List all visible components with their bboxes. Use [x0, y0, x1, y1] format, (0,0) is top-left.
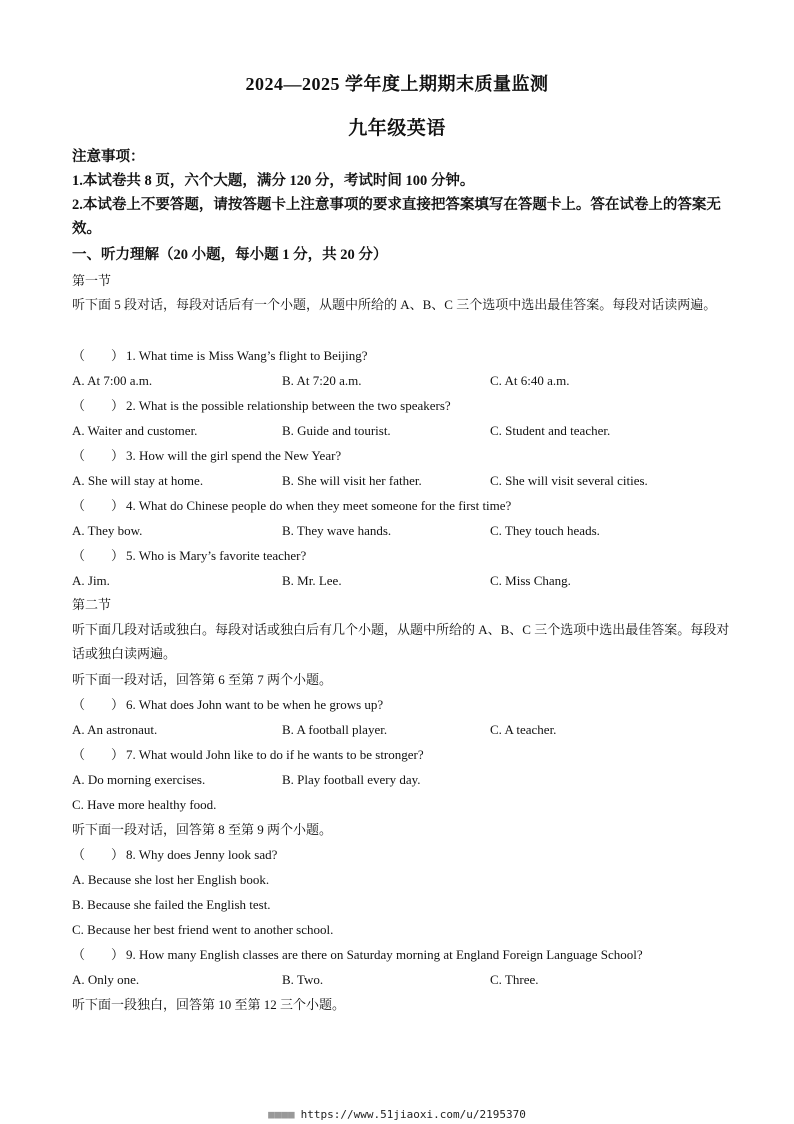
answer-blank[interactable]: （ ） — [72, 947, 125, 962]
option-b: B. Mr. Lee. — [282, 573, 342, 588]
exam-title: 2024—2025 学年度上期期末质量监测 — [245, 74, 549, 94]
question-text: 6. What does John want to be when he grows up? — [126, 697, 384, 712]
option-c: C. She will visit several cities. — [490, 473, 648, 488]
option-a: A. They bow. — [72, 523, 143, 538]
question-text: 3. How will the girl spend the New Year? — [126, 448, 342, 463]
answer-blank[interactable]: （ ） — [72, 747, 125, 762]
option-b: B. Because she failed the English test. — [72, 897, 271, 912]
question-text: 9. How many English classes are there on Saturday morning at England Foreign Language School? — [126, 947, 643, 962]
question-4 — [72, 498, 732, 514]
option-a: A. She will stay at home. — [72, 473, 204, 488]
option-c: C. Because her best friend went to another school. — [72, 922, 334, 937]
intro-6-7: 听下面一段对话，回答第 6 至第 7 两个小题。 — [72, 672, 333, 687]
option-a: A. Only one. — [72, 972, 140, 987]
option-c: C. Student and teacher. — [490, 423, 611, 438]
part1-instruction: 听下面 5 段对话，每段对话后有一个小题，从题中所给的 A、B、C 三个选项中选出最佳答案。每段对话读两遍。 — [72, 297, 717, 312]
option-b: B. Play football every day. — [282, 772, 421, 787]
notice-item-2: 2.本试卷上不要答题，请按答题卡上注意事项的要求直接把答案填写在答题卡上。答在试卷上的答案无效。 — [72, 197, 721, 237]
answer-blank[interactable]: （ ） — [72, 448, 125, 463]
question-6 — [72, 697, 732, 713]
footer-url-link[interactable]: https://www.51jiaoxi.com/u/2195370 — [300, 1108, 526, 1121]
notice-heading: 注意事项： — [72, 149, 145, 165]
section-heading: 一、听力理解（20 小题，每小题 1 分，共 20 分） — [72, 247, 388, 263]
notice-item-1: 1.本试卷共 8 页，六个大题，满分 120 分，考试时间 100 分钟。 — [72, 173, 475, 189]
option-c: C. At 6:40 a.m. — [490, 373, 570, 388]
option-a: A. Because she lost her English book. — [72, 872, 270, 887]
option-c: C. Miss Chang. — [490, 573, 571, 588]
option-b: B. At 7:20 a.m. — [282, 373, 362, 388]
option-a: A. Jim. — [72, 573, 110, 588]
question-text: 1. What time is Miss Wang’s flight to Beijing? — [126, 348, 368, 363]
option-b: B. Two. — [282, 972, 324, 987]
question-5 — [72, 548, 732, 564]
question-text: 8. Why does Jenny look sad? — [126, 847, 278, 862]
question-text: 5. Who is Mary’s favorite teacher? — [126, 548, 307, 563]
option-a: A. At 7:00 a.m. — [72, 373, 153, 388]
part1-label: 第一节 — [72, 273, 112, 288]
answer-blank[interactable]: （ ） — [72, 847, 125, 862]
intro-8-9: 听下面一段对话，回答第 8 至第 9 两个小题。 — [72, 822, 333, 837]
option-a: A. Waiter and customer. — [72, 423, 198, 438]
intro-10-12: 听下面一段独白，回答第 10 至第 12 三个小题。 — [72, 997, 346, 1012]
answer-blank[interactable]: （ ） — [72, 697, 125, 712]
option-c: C. They touch heads. — [490, 523, 600, 538]
question-9 — [72, 947, 732, 963]
option-b: B. Guide and tourist. — [282, 423, 391, 438]
option-a: A. An astronaut. — [72, 722, 158, 737]
question-text: 2. What is the possible relationship between the two speakers? — [126, 398, 451, 413]
part2-instruction: 听下面几段对话或独白。每段对话或独白后有几个小题，从题中所给的 A、B、C 三个选项中选出最佳答案。每段对话或独白读两遍。 — [72, 622, 730, 661]
question-7 — [72, 747, 732, 763]
question-1 — [72, 348, 732, 364]
option-c: C. Three. — [490, 972, 539, 987]
option-b: B. She will visit her father. — [282, 473, 422, 488]
question-8 — [72, 847, 732, 863]
answer-blank[interactable]: （ ） — [72, 498, 125, 513]
question-text: 7. What would John like to do if he wants to be stronger? — [126, 747, 424, 762]
option-b: B. They wave hands. — [282, 523, 392, 538]
option-c: C. A teacher. — [490, 722, 557, 737]
answer-blank[interactable]: （ ） — [72, 348, 125, 363]
watermark-mark: ■■■■ — [268, 1108, 295, 1121]
option-a: A. Do morning exercises. — [72, 772, 206, 787]
option-b: B. A football player. — [282, 722, 388, 737]
question-3 — [72, 448, 732, 464]
question-text: 4. What do Chinese people do when they meet someone for the first time? — [126, 498, 512, 513]
part2-label: 第二节 — [72, 597, 112, 612]
option-c: C. Have more healthy food. — [72, 797, 217, 812]
question-2 — [72, 398, 732, 414]
answer-blank[interactable]: （ ） — [72, 398, 125, 413]
exam-subtitle: 九年级英语 — [348, 118, 446, 139]
answer-blank[interactable]: （ ） — [72, 548, 125, 563]
footer-watermark — [0, 1108, 794, 1121]
